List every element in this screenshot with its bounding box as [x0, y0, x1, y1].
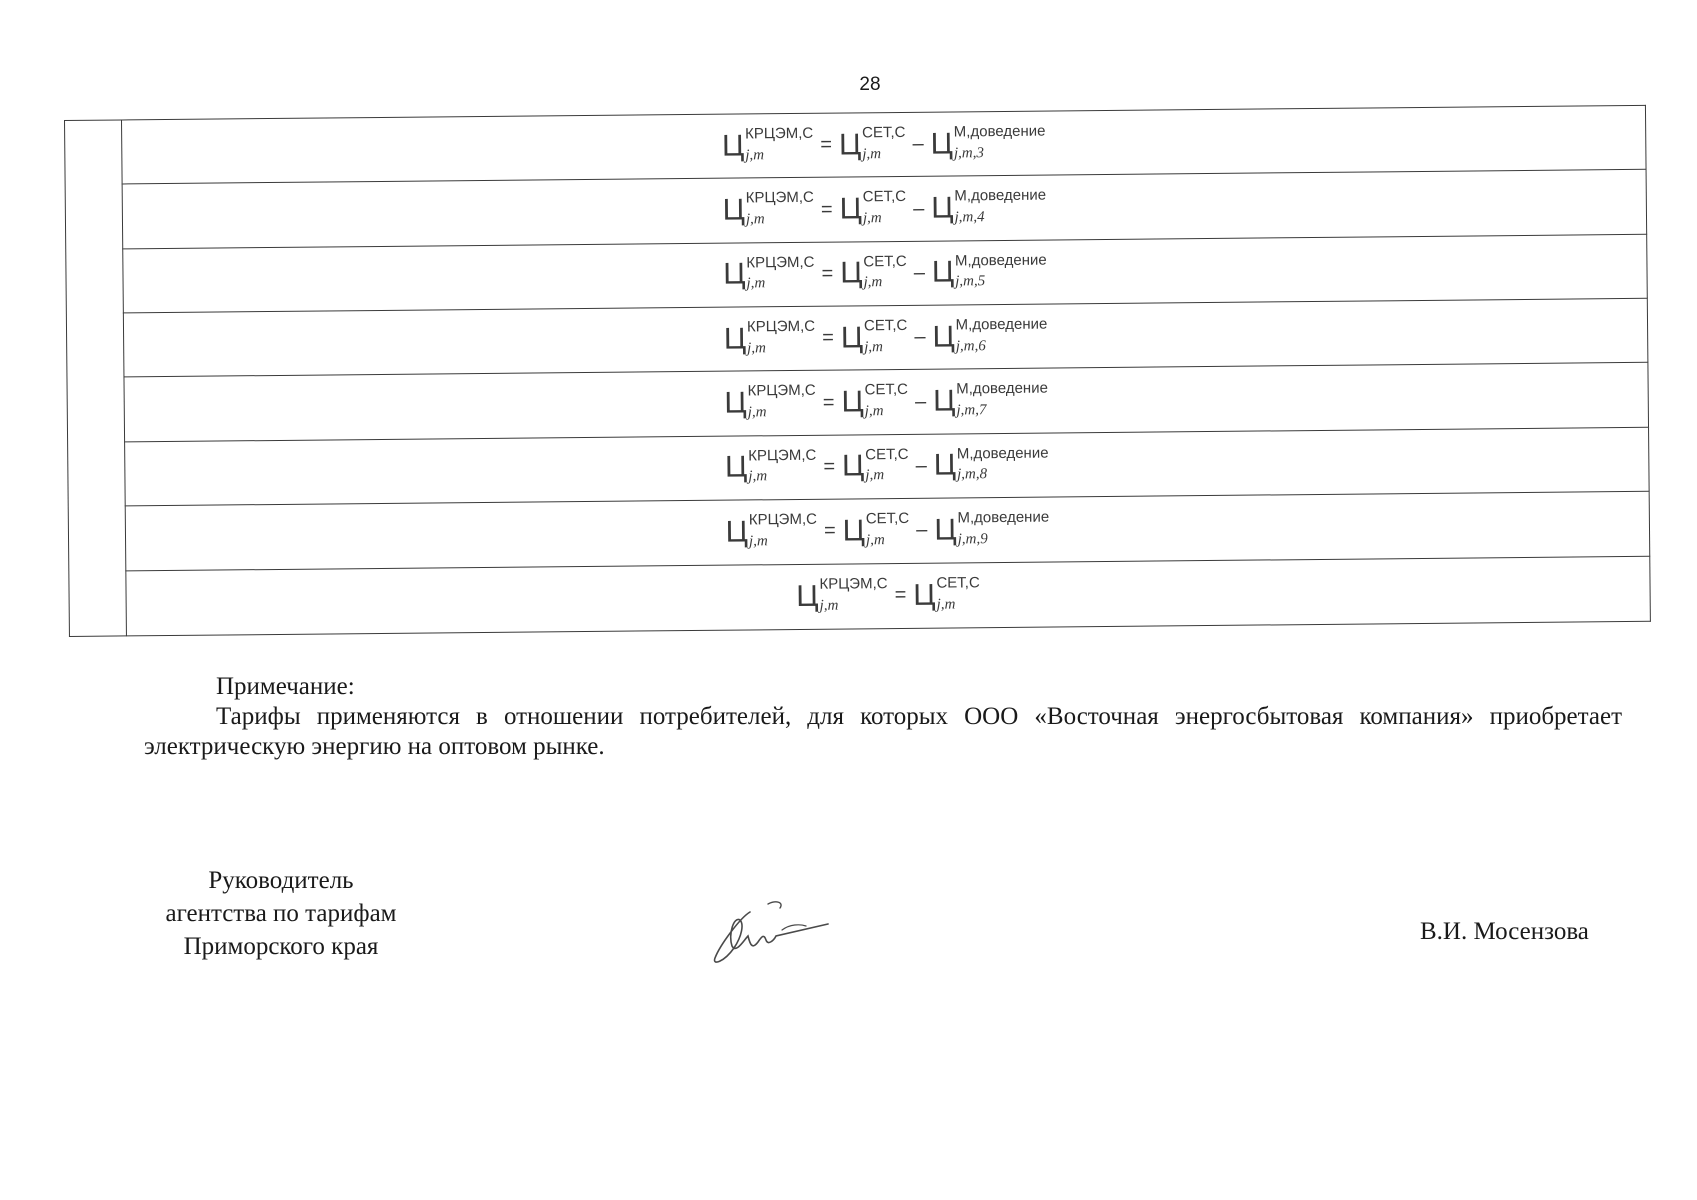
empty-left-cell [65, 120, 127, 637]
formula-delivery-price [932, 379, 1048, 419]
subscript: j,m,4 [954, 209, 985, 226]
subscript: j,m [745, 146, 765, 164]
formula-lhs [721, 124, 814, 164]
subscript: j,m,5 [955, 273, 986, 290]
superscript: М,доведение [953, 122, 1046, 141]
subscript: j,m [745, 211, 765, 228]
price-symbol: Ц [930, 127, 954, 161]
superscript: М,доведение [956, 444, 1049, 463]
formula [796, 574, 980, 614]
signatory-title [136, 864, 426, 963]
formula-delivery-price [931, 251, 1047, 290]
note [144, 672, 1622, 762]
superscript: КРЦЭМ,С [819, 575, 888, 593]
price-symbol: Ц [721, 129, 745, 163]
superscript: М,доведение [957, 508, 1050, 527]
price-symbol: Ц [932, 384, 956, 418]
price-symbol: Ц [841, 385, 864, 419]
equals-sign: = [821, 262, 834, 285]
formula-cell [126, 556, 1651, 636]
subscript: j,m [746, 275, 766, 292]
subscript: j,m [747, 404, 767, 421]
price-symbol: Ц [796, 579, 819, 613]
price-symbol: Ц [724, 386, 747, 420]
note-title: Примечание: [216, 673, 355, 700]
handwritten-signature [710, 890, 890, 970]
superscript: М,доведение [954, 186, 1047, 205]
formula [723, 315, 1048, 357]
minus-sign: – [913, 197, 925, 220]
minus-sign: – [914, 390, 927, 413]
page-number: 28 [859, 74, 881, 95]
superscript: КРЦЭМ,С [748, 510, 817, 529]
superscript: СЕТ,С [862, 188, 907, 206]
price-symbol: Ц [841, 449, 865, 484]
price-symbol: Ц [913, 578, 936, 612]
formula-network-price [838, 123, 906, 163]
price-symbol: Ц [931, 191, 954, 225]
price-symbol: Ц [725, 515, 749, 549]
formula-network-price [840, 252, 907, 291]
formula-lhs [724, 446, 817, 485]
minus-sign: – [913, 261, 926, 284]
formula [723, 251, 1047, 292]
price-symbol: Ц [933, 448, 957, 483]
subscript: j,m,7 [956, 402, 987, 419]
formula-delivery-price [934, 508, 1050, 548]
formula [722, 186, 1047, 228]
price-symbol: Ц [840, 321, 864, 355]
formula [721, 122, 1046, 164]
formula-network-price [840, 316, 908, 356]
price-symbol: Ц [724, 450, 748, 485]
formula-lhs [796, 575, 888, 614]
equals-sign: = [823, 519, 836, 543]
formula-lhs [722, 189, 814, 228]
equals-sign: = [820, 198, 833, 221]
subscript: j,m [747, 340, 766, 357]
superscript: КРЦЭМ,С [745, 189, 814, 207]
price-symbol: Ц [839, 192, 862, 226]
subscript: j,m,6 [955, 337, 986, 355]
superscript: СЕТ,С [864, 381, 908, 399]
subscript: j,m [748, 533, 768, 550]
price-symbol: Ц [931, 255, 955, 290]
signer-name: В.И. Мосензова [1420, 918, 1589, 945]
signatory-line-3: Приморского края [183, 933, 379, 960]
subscript: j,m [862, 210, 882, 227]
formula [724, 444, 1049, 485]
superscript: КРЦЭМ,С [746, 253, 815, 272]
minus-sign: – [916, 519, 928, 542]
equals-sign: = [822, 391, 835, 414]
superscript: КРЦЭМ,С [745, 124, 814, 143]
price-symbol: Ц [842, 514, 866, 548]
superscript: СЕТ,С [863, 316, 908, 335]
formula-network-price [842, 509, 910, 549]
equals-sign: = [823, 455, 836, 478]
subscript: j,m [864, 403, 884, 420]
superscript: КРЦЭМ,С [746, 317, 816, 336]
signatory-line-1: Руководитель [208, 867, 354, 894]
subscript: j,m [862, 145, 882, 163]
price-symbol: Ц [723, 257, 746, 292]
formula [725, 508, 1050, 550]
formula-lhs [725, 510, 818, 550]
formula-lhs [723, 317, 816, 357]
formula-network-price [839, 188, 907, 227]
formula-lhs [724, 382, 816, 421]
superscript: СЕТ,С [865, 509, 910, 528]
table-row [69, 556, 1651, 637]
formula-delivery-price [933, 444, 1049, 483]
superscript: М,доведение [955, 315, 1048, 334]
minus-sign: – [912, 132, 924, 156]
price-symbol: Ц [932, 320, 955, 354]
subscript: j,m [936, 596, 956, 613]
note-text: Тарифы применяются в отношении потребителей, для которых ООО «Восточная энергосбытовая компания» приобретает электрическую энергию на оптовом рынке. [144, 703, 1622, 760]
superscript: СЕТ,С [862, 123, 906, 142]
formula-network-price [913, 574, 980, 613]
superscript: СЕТ,С [936, 574, 980, 592]
superscript: СЕТ,С [865, 445, 909, 464]
superscript: КРЦЭМ,С [748, 446, 817, 465]
minus-sign: – [915, 454, 927, 477]
subscript: j,m [863, 274, 883, 291]
formula-delivery-price [931, 186, 1047, 226]
subscript: j,m,9 [957, 530, 988, 548]
equals-sign: = [820, 133, 833, 156]
price-symbol: Ц [723, 322, 747, 356]
equals-sign: = [894, 584, 907, 607]
superscript: СЕТ,С [863, 252, 907, 270]
formula-table [64, 105, 1651, 637]
formula-delivery-price [932, 315, 1048, 355]
formula-network-price [841, 445, 909, 484]
superscript: М,доведение [954, 251, 1047, 270]
minus-sign: – [914, 325, 926, 349]
formula-delivery-price [930, 122, 1046, 162]
price-symbol: Ц [934, 513, 957, 547]
superscript: КРЦЭМ,С [747, 382, 816, 400]
subscript: j,m [864, 338, 883, 356]
superscript: М,доведение [956, 379, 1048, 398]
subscript: j,m [748, 468, 768, 485]
price-symbol: Ц [840, 256, 863, 290]
signatory-line-2: агентства по тарифам [165, 900, 397, 927]
subscript: j,m,8 [956, 466, 988, 483]
formula-network-price [841, 381, 908, 420]
formula-lhs [723, 253, 815, 292]
subscript: j,m [819, 597, 839, 614]
subscript: j,m [865, 467, 885, 484]
price-symbol: Ц [722, 193, 745, 227]
subscript: j,m [865, 531, 885, 549]
equals-sign: = [822, 326, 834, 349]
formula [724, 379, 1048, 421]
subscript: j,m,3 [953, 144, 985, 162]
price-symbol: Ц [838, 128, 862, 162]
